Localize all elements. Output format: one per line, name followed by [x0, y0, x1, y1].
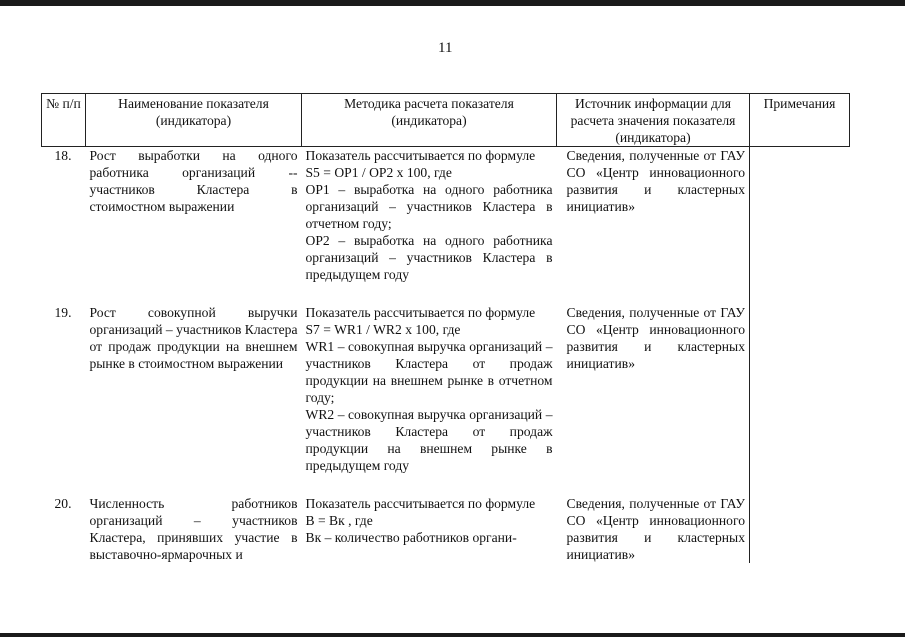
header-name: Наименование показателя (индикатора): [86, 94, 302, 147]
page-number: 11: [438, 40, 453, 56]
method-line: OP2 – выработка на одного работника организаций – участников Кластера в предыдущем году: [305, 233, 553, 282]
method-cell: [302, 304, 557, 474]
table-row: [42, 495, 850, 563]
note-cell: [750, 304, 850, 474]
indicator-name: Численность работников организаций – участников Кластера, принявших участие в выставочно-ярмарочных и: [89, 496, 298, 562]
note-cell: [750, 147, 850, 284]
source-cell: Сведения, полученные от ГАУ СО «Центр инновационного развития и кластерных инициатив»: [557, 304, 750, 474]
indicators-table: [41, 93, 850, 563]
indicator-name: Рост совокупной выручки организаций – участников Кластера от продаж продукции на внешнем рынке в стоимостном выражении: [89, 305, 298, 371]
table-row: [42, 304, 850, 474]
table-header-row: [42, 94, 850, 147]
bottom-border: [0, 633, 905, 637]
table-row: [42, 147, 850, 284]
method-formula: S5 = OP1 / OP2 x 100, где: [305, 165, 452, 180]
source-cell: Сведения, полученные от ГАУ СО «Центр инновационного развития и кластерных инициатив»: [557, 147, 750, 284]
method-line: Bк – количество работников органи-: [305, 530, 517, 545]
header-source: Источник информации для расчета значения показателя (индикатора): [557, 94, 750, 147]
method-line: Показатель рассчитывается по формуле: [305, 305, 536, 320]
header-note: Примечания: [750, 94, 850, 147]
indicator-name: Рост выработки на одного работника организаций -- участников Кластера в стоимостном выражении: [89, 148, 298, 214]
method-line: WR1 – совокупная выручка организаций – участников Кластера от продаж продукции на внешнем рынке в отчетном году;: [305, 339, 553, 405]
method-line: Показатель рассчитывается по формуле: [305, 496, 536, 511]
top-border: [0, 0, 905, 6]
method-line: WR2 – совокупная выручка организаций – участников Кластера от продаж продукции на внешнем рынке в предыдущем году: [305, 407, 553, 473]
method-formula: B = Bк , где: [305, 513, 373, 528]
method-cell: [302, 495, 557, 563]
row-number: 18.: [54, 148, 72, 163]
method-cell: [302, 147, 557, 284]
source-cell: Сведения, полученные от ГАУ СО «Центр инновационного развития и кластерных инициатив»: [557, 495, 750, 563]
note-cell: [750, 495, 850, 563]
header-num: № п/п: [42, 94, 86, 147]
method-line: Показатель рассчитывается по формуле: [305, 148, 536, 163]
header-method: Методика расчета показателя (индикатора): [302, 94, 557, 147]
method-formula: S7 = WR1 / WR2 x 100, где: [305, 322, 461, 337]
method-line: OP1 – выработка на одного работника организаций – участников Кластера в отчетном году;: [305, 182, 553, 231]
row-number: 20.: [54, 496, 72, 511]
row-number: 19.: [54, 305, 72, 320]
